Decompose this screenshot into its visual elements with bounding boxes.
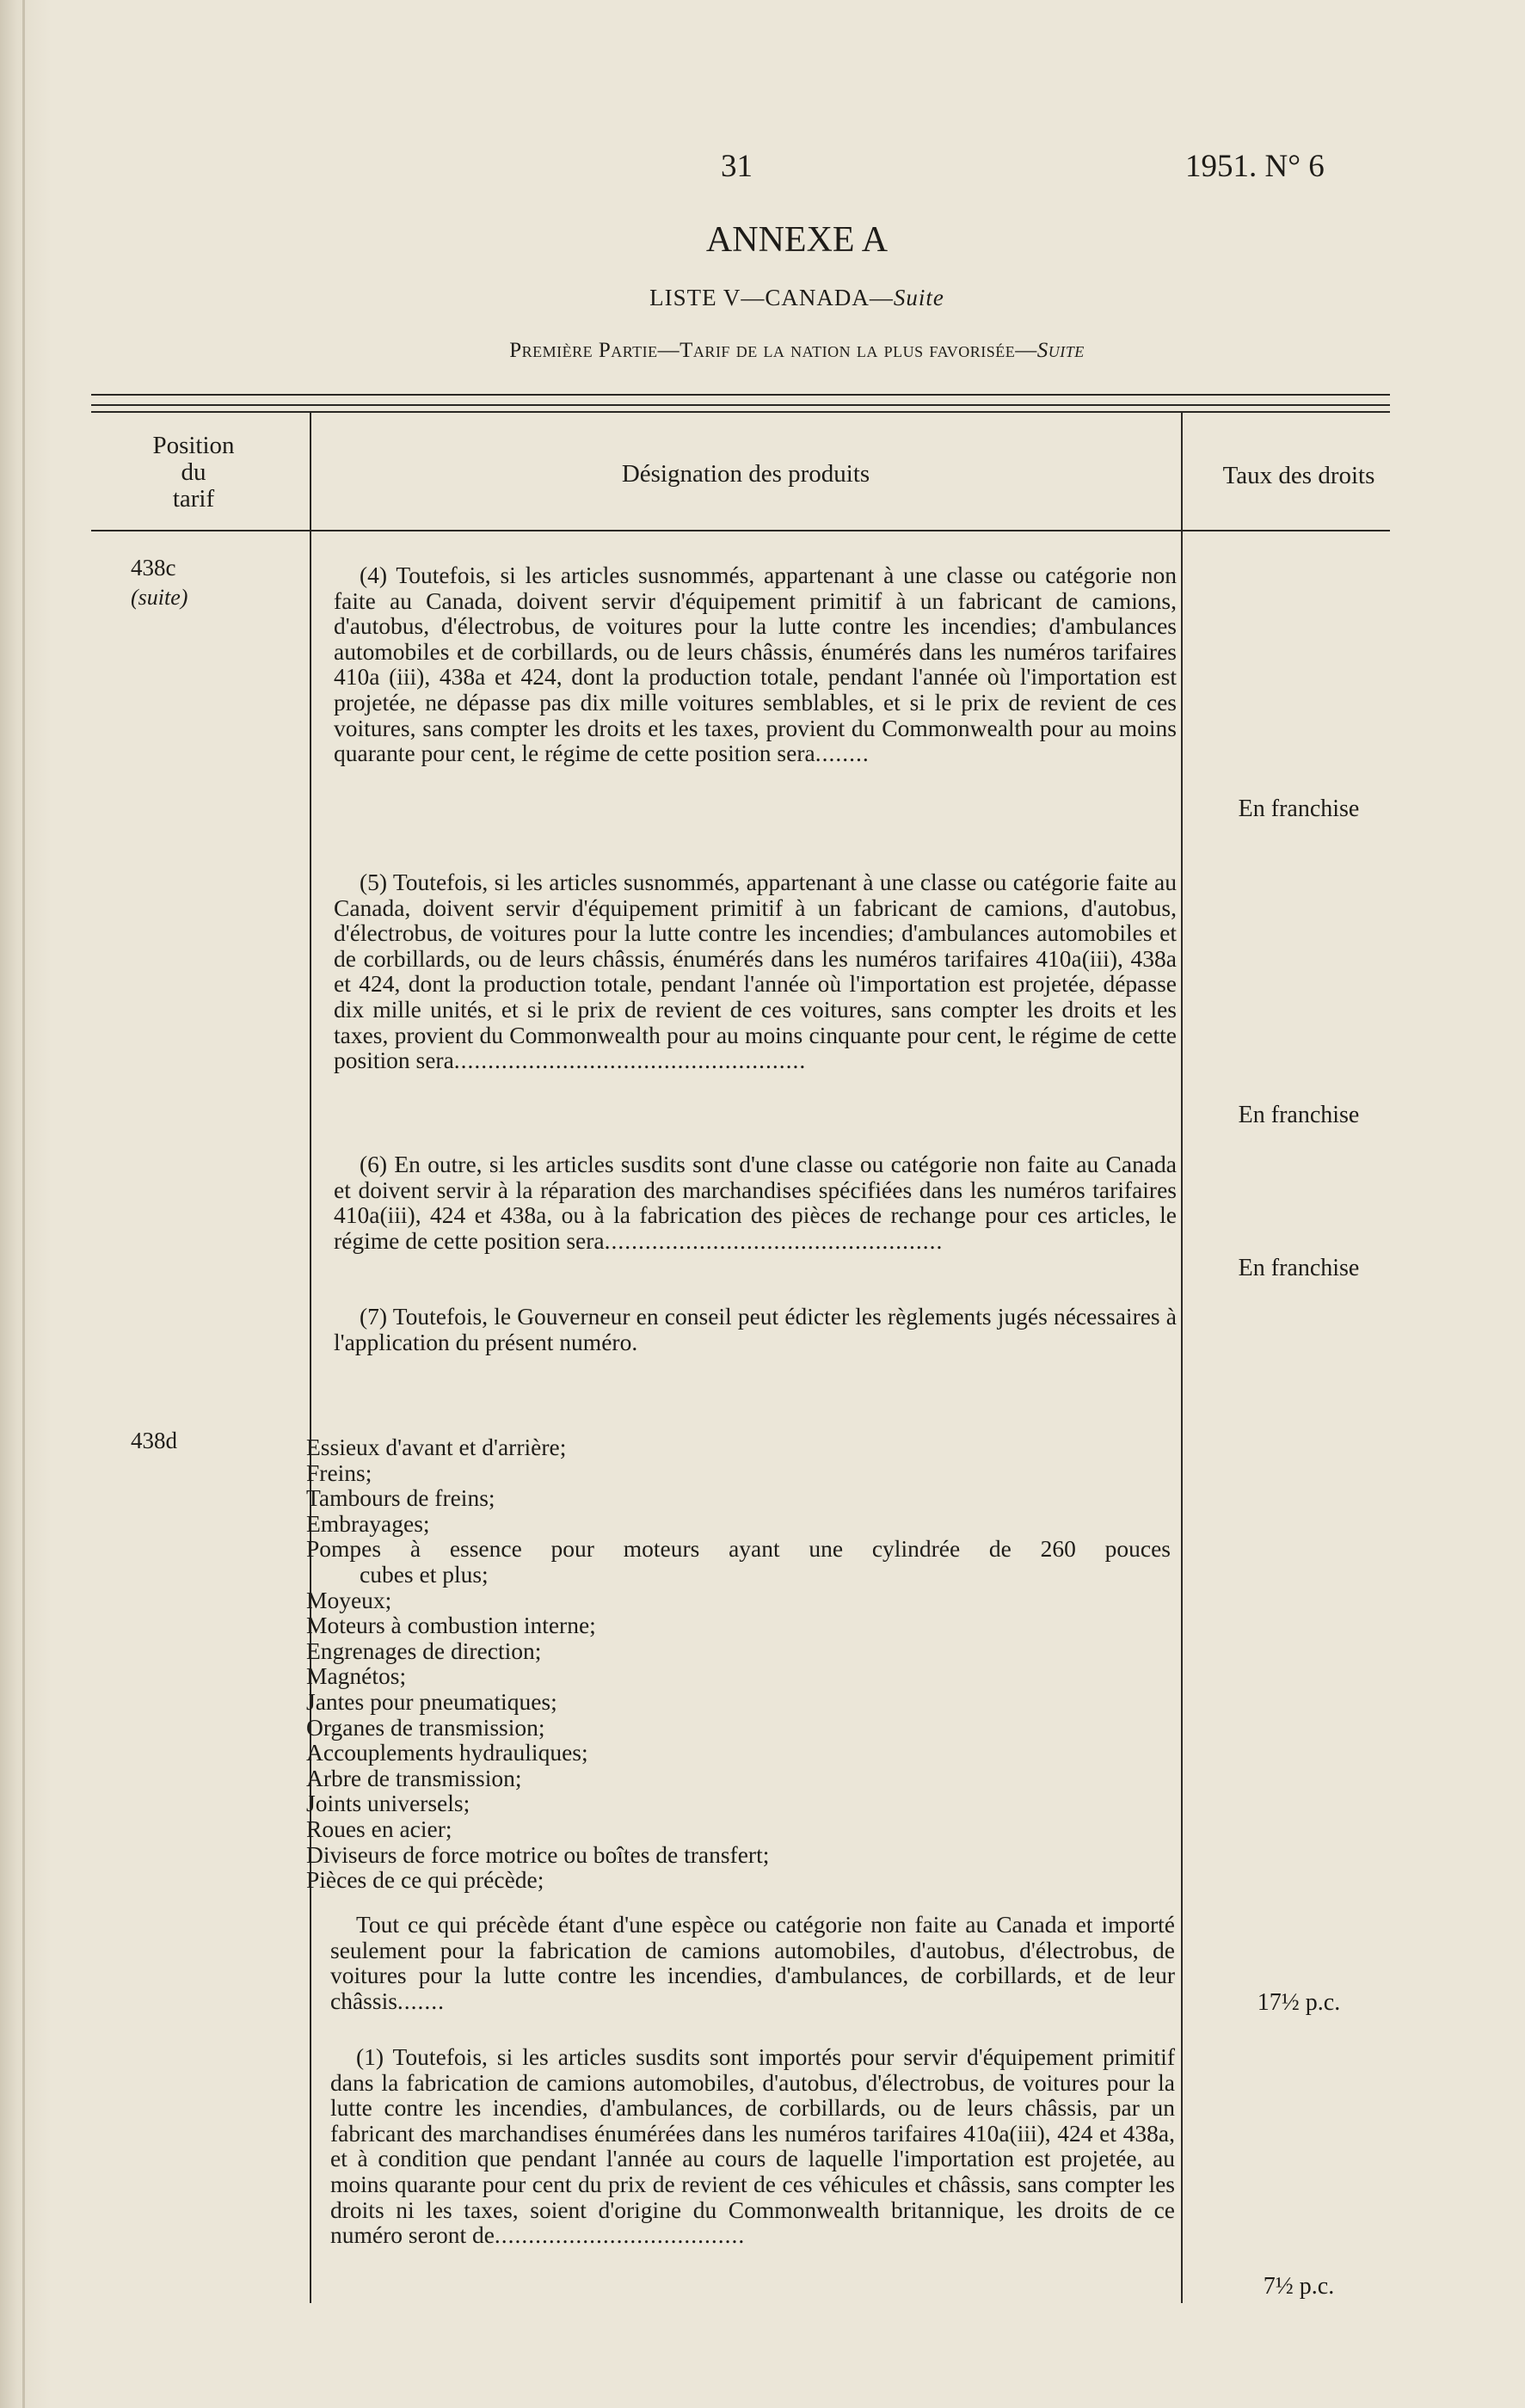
position-header-line3: tarif bbox=[172, 485, 215, 513]
position-column-header bbox=[86, 433, 301, 513]
position-header-line2: du bbox=[181, 458, 206, 486]
rate-438c-5: En franchise bbox=[1238, 1102, 1360, 1128]
partie-main: Première Partie—Tarif de la nation la plus favorisée— bbox=[509, 339, 1037, 362]
paragraph-438c-5-text: (5) Toutefois, si les articles susnommés, appartenant à une classe ou catégorie faite au Canada, doivent servir d'équipement primitif à un fabricant de camions, d'autobus, d'électrobus, de voitures pour la lutte contre les incendies; d'ambulances automobiles et de corbillards, ou de leurs châssis, énumérés dans les numéros tarifaires 410a(iii), 438a et 424, dont la production totale, pendant l'année où l'importation est projetée, dépasse dix mille unités, et si le prix de revient de ces voitures, sans compter les droits et les taxes, provient du Commonwealth pour au moins cinquante pour cent, le régime de cette position sera bbox=[334, 869, 1177, 1074]
paragraph-438d-1: (1) Toutefois, si les articles susdits sont importés pour servir d'équipement primitif dans la fabrication de camions automobiles, d'autobus, d'électrobus, de voitures pour la lutte contre les incendies, d'ambulances, de corbillards, ou de leurs châssis, par un fabricant des marchandises énumérées dans les numéros tarifaires 410a(iii), 424 et 438a, et à condition que pendant l'année au cours de laquelle l'importation est projetée, au moins quarante pour cent du prix de revient de ces véhicules et châssis, sans compter les droits ni les taxes, soient d'origine du Commonwealth britannique, les droits de ce numéro seront de..................................... bbox=[330, 2043, 1175, 2249]
year-number: 1951. N° 6 bbox=[1185, 149, 1325, 184]
list-item: Moteurs à combustion interne; bbox=[306, 1612, 596, 1639]
paragraph-438c-6-text: (6) En outre, si les articles susdits sont d'une classe ou catégorie non faite au Canada et doivent servir à la réparation des marchandises spécifiées dans les numéros tarifaires 410a(iii), 424 et 438a, ou à la fabrication des pièces de rechange pour ces articles, le régime de cette position sera bbox=[334, 1151, 1177, 1254]
list-item: cubes et plus; bbox=[360, 1560, 489, 1588]
list-item: Pièces de ce qui précède; bbox=[306, 1866, 544, 1894]
top-rule-3 bbox=[91, 411, 1390, 413]
rate-438d-main: 17½ p.c. bbox=[1257, 1989, 1341, 2016]
tariff-code-438c: 438c bbox=[131, 555, 176, 580]
list-item: Embrayages; bbox=[306, 1509, 430, 1537]
designation-column-header: Désignation des produits bbox=[621, 460, 870, 488]
position-header-line1: Position bbox=[152, 432, 235, 459]
list-item: Moyeux; bbox=[306, 1586, 392, 1613]
paragraph-438c-7 bbox=[334, 1304, 1177, 1354]
list-item: Pompes à essence pour moteurs ayant une cylindrée de 260 pouces bbox=[306, 1535, 1171, 1563]
annexe-title: ANNEXE A bbox=[705, 220, 889, 260]
list-item: Engrenages de direction; bbox=[306, 1637, 542, 1664]
column-divider-1 bbox=[310, 411, 311, 2303]
list-item: Organes de transmission; bbox=[306, 1713, 545, 1741]
list-item: Arbre de transmission; bbox=[306, 1764, 522, 1791]
rate-438c-4: En franchise bbox=[1238, 796, 1360, 822]
partie-title bbox=[0, 339, 1525, 363]
top-rule-1 bbox=[91, 394, 1390, 396]
column-divider-2 bbox=[1181, 411, 1183, 2303]
rate-438c-6: En franchise bbox=[1238, 1255, 1360, 1281]
paragraph-438c-4: (4) Toutefois, si les articles susnommés, appartenant à une classe ou catégorie non faite au Canada, doivent servir d'équipement primitif à un fabricant de camions, d'autobus, d'électrobus, de voitures pour la lutte contre les incendies; d'ambulances automobiles et de corbillards, ou de leurs châssis, énumérés dans les numéros tarifaires 410a (iii), 438a et 424, dont la production totale, pendant l'année où l'importation est projetée, ne dépasse pas dix mille voitures semblables, et si le prix de revient de ces voitures, sans compter les droits et les taxes, provient du Commonwealth pour au moins quarante pour cent, le régime de cette position sera........ bbox=[334, 562, 1177, 767]
parts-list bbox=[306, 1434, 1171, 1893]
paragraph-438c-6: (6) En outre, si les articles susdits sont d'une classe ou catégorie non faite au Canada et doivent servir à la réparation des marchandises spécifiées dans les numéros tarifaires 410a(iii), 424 et 438a, ou à la fabrication des pièces de rechange pour ces articles, le régime de cette position sera.................................................. bbox=[334, 1151, 1177, 1254]
list-item: Roues en acier; bbox=[306, 1815, 452, 1842]
list-item: Jantes pour pneumatiques; bbox=[306, 1687, 557, 1715]
paragraph-438c-4-text: (4) Toutefois, si les articles susnommés, appartenant à une classe ou catégorie non faite au Canada, doivent servir d'équipement primitif à un fabricant de camions, d'autobus, d'électrobus, de voitures pour la lutte contre les incendies; d'ambulances automobiles et de corbillards, ou de leurs châssis, énumérés dans les numéros tarifaires 410a (iii), 438a et 424, dont la production totale, pendant l'année où l'importation est projetée, ne dépasse pas dix mille voitures semblables, et si le prix de revient de ces voitures, sans compter les droits et les taxes, provient du Commonwealth pour au moins quarante pour cent, le régime de cette position sera bbox=[334, 562, 1177, 767]
paragraph-438d-1-text: (1) Toutefois, si les articles susdits sont importés pour servir d'équipement primitif dans la fabrication de camions automobiles, d'autobus, d'électrobus, de voitures pour la lutte contre les incendies, d'ambulances, de corbillards, ou de leurs châssis, par un fabricant des marchandises énumérées dans les numéros tarifaires 410a(iii), 424 et 438a, et à condition que pendant l'année au cours de laquelle l'importation est projetée, au moins quarante pour cent du prix de revient de ces véhicules et châssis, sans compter les droits ni les taxes, soient d'origine du Commonwealth britannique, les droits de ce numéro seront de bbox=[330, 2043, 1175, 2249]
paragraph-438d-main-text: Tout ce qui précède étant d'une espèce ou catégorie non faite au Canada et importé seulement pour la fabrication de camions automobiles, d'autobus, d'électrobus, de voitures pour la lutte contre les incendies, d'ambulances, de corbillards, et de leur châssis bbox=[330, 1911, 1175, 2014]
list-item: Essieux d'avant et d'arrière; bbox=[306, 1434, 567, 1460]
list-item: Diviseurs de force motrice ou boîtes de transfert; bbox=[306, 1840, 770, 1868]
tariff-suite-label: (suite) bbox=[131, 585, 188, 610]
list-item: Magnétos; bbox=[306, 1662, 407, 1690]
taux-column-header: Taux des droits bbox=[1222, 462, 1375, 489]
liste-title bbox=[0, 285, 1525, 311]
liste-suite: Suite bbox=[893, 285, 944, 310]
page-number: 31 bbox=[721, 149, 753, 184]
tariff-code-438d: 438d bbox=[131, 1428, 177, 1453]
rate-438d-1: 7½ p.c. bbox=[1263, 2273, 1335, 2300]
paragraph-438c-5: (5) Toutefois, si les articles susnommés, appartenant à une classe ou catégorie faite au Canada, doivent servir d'équipement primitif à un fabricant de camions, d'autobus, d'électrobus, de voitures pour la lutte contre les incendies; d'ambulances automobiles et de corbillards, ou de leurs châssis, énumérés dans les numéros tarifaires 410a(iii), 438a et 424, dont la production totale, pendant l'année où l'importation est projetée, dépasse dix mille unités, et si le prix de revient de ces voitures, sans compter les droits et les taxes, provient du Commonwealth pour au moins cinquante pour cent, le régime de cette position sera.................................................... bbox=[334, 869, 1177, 1074]
partie-suite: Suite bbox=[1036, 339, 1085, 362]
list-item: Freins; bbox=[306, 1459, 372, 1486]
paragraph-438d-main: Tout ce qui précède étant d'une espèce ou catégorie non faite au Canada et importé seulement pour la fabrication de camions automobiles, d'autobus, d'électrobus, de voitures pour la lutte contre les incendies, d'ambulances, de corbillards, et de leur châssis....... bbox=[330, 1911, 1175, 2014]
list-item: Tambours de freins; bbox=[306, 1484, 495, 1512]
list-item: Joints universels; bbox=[306, 1790, 470, 1817]
paragraph-438c-7-text: (7) Toutefois, le Gouverneur en conseil peut édicter les règlements jugés nécessaires à l'application du présent numéro. bbox=[334, 1303, 1177, 1355]
top-rule-2 bbox=[91, 404, 1390, 406]
header-bottom-rule bbox=[91, 530, 1390, 531]
list-item: Accouplements hydrauliques; bbox=[306, 1739, 588, 1766]
liste-main: LISTE V—CANADA— bbox=[649, 285, 894, 310]
